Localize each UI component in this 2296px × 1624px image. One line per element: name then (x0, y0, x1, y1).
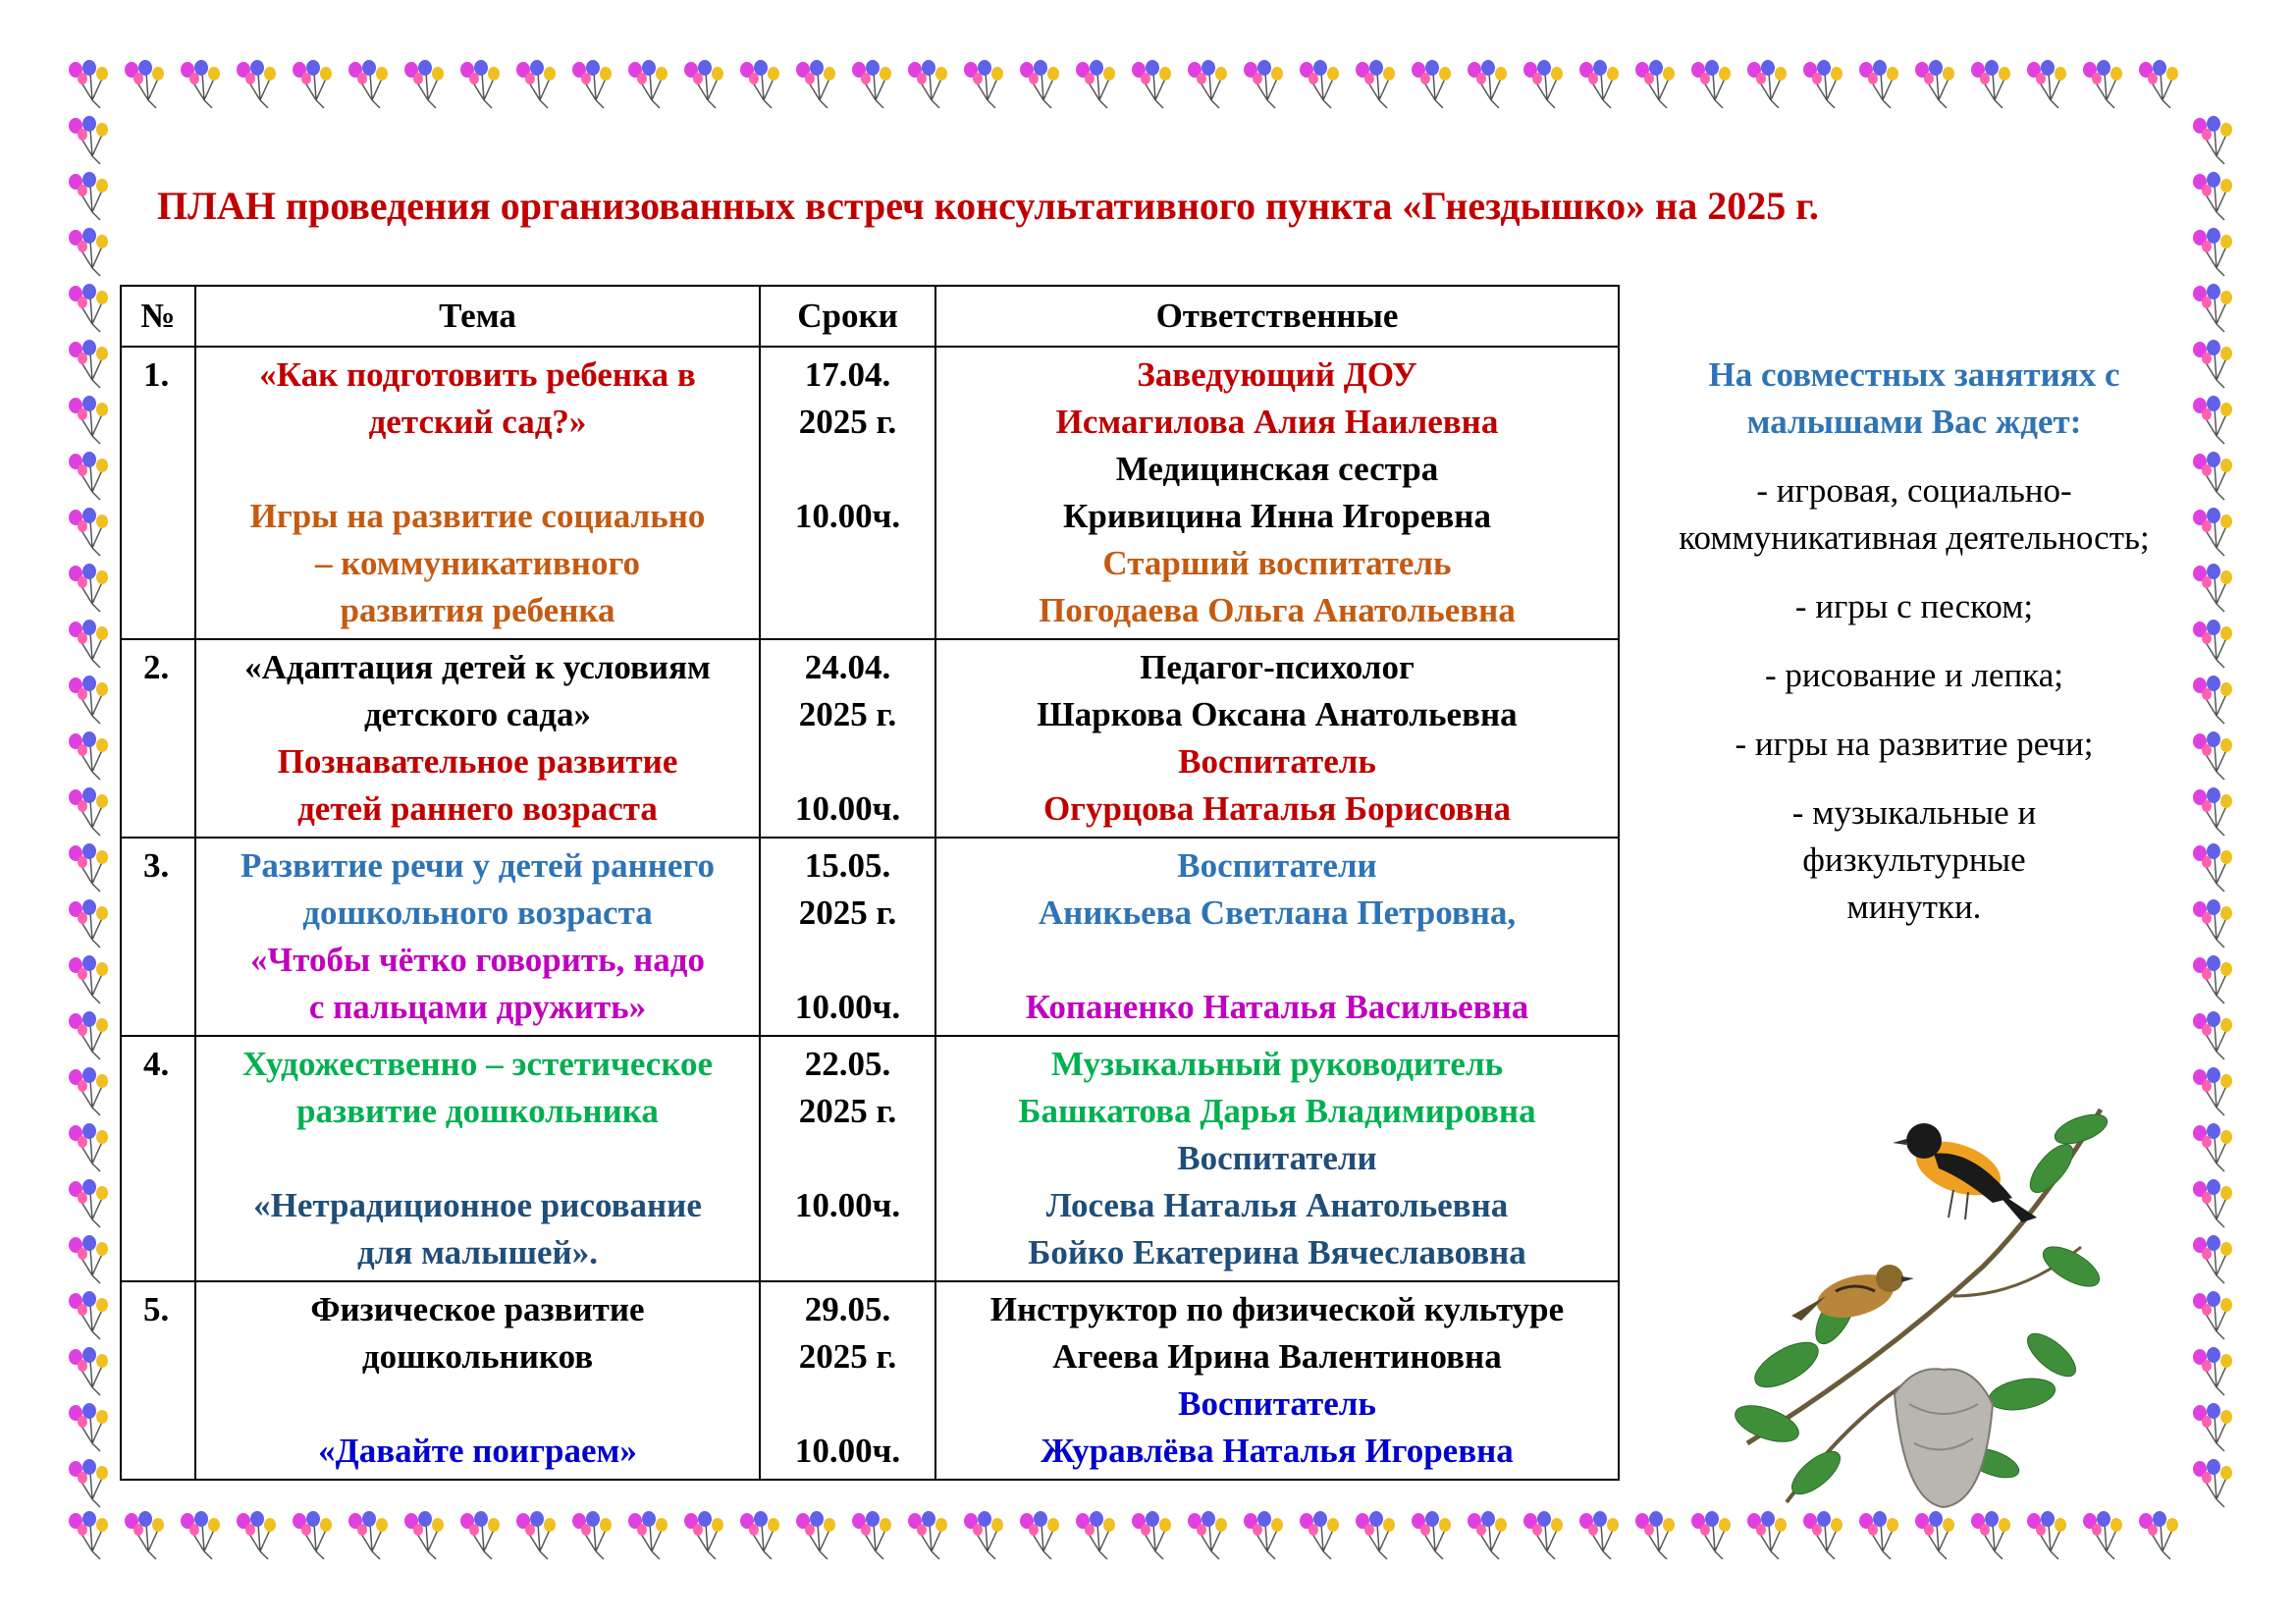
activities-panel (1629, 352, 2199, 952)
balloon-icon (69, 676, 108, 724)
responsible-cell (935, 838, 1619, 1036)
balloon-icon (2193, 564, 2232, 612)
topic-line: развитие дошкольника (296, 1092, 659, 1130)
balloon-icon (69, 452, 108, 500)
balloon-icon (1244, 1511, 1283, 1559)
date-cell (760, 347, 935, 639)
activity-item (1629, 467, 2199, 562)
activity-item (1629, 721, 2199, 768)
balloon-icon (1356, 1511, 1395, 1559)
responsible-line: Старший воспитатель (1102, 544, 1452, 582)
balloon-icon (2027, 60, 2066, 108)
responsible-line: Инструктор по физической культуре (989, 1290, 1565, 1328)
balloon-icon (2193, 1459, 2232, 1507)
topic-line: «Адаптация детей к условиям (244, 648, 711, 686)
table-header-row (121, 286, 1619, 347)
balloon-icon (460, 60, 500, 108)
topic-line (204, 1380, 751, 1428)
balloon-icon (1468, 1511, 1507, 1559)
balloon-icon (237, 60, 276, 108)
balloon-icon (2193, 284, 2232, 332)
balloon-icon (1412, 60, 1451, 108)
balloon-icon (1859, 1511, 1898, 1559)
date-line (769, 937, 927, 984)
balloon-icon (2193, 731, 2232, 780)
balloon-icon (460, 1511, 500, 1559)
topic-line: «Давайте поиграем» (318, 1432, 637, 1470)
balloon-icon (1915, 1511, 1954, 1559)
balloon-icon (2193, 1403, 2232, 1451)
topic-line: детский сад?» (368, 403, 587, 441)
balloon-icon (237, 1511, 276, 1559)
balloon-icon (1300, 60, 1339, 108)
balloon-icon (628, 1511, 667, 1559)
row-number: 2. (121, 639, 195, 838)
balloon-icon (572, 60, 612, 108)
balloon-icon (1971, 1511, 2010, 1559)
responsible-line: Журавлёва Наталья Игоревна (1041, 1432, 1514, 1470)
activity-item-line: минутки. (1846, 888, 1982, 926)
balloon-icon (908, 60, 947, 108)
balloon-icon (69, 731, 108, 780)
date-line (769, 1380, 927, 1428)
row-number: 4. (121, 1036, 195, 1281)
topic-line: с пальцами дружить» (308, 988, 647, 1026)
balloon-icon (2139, 60, 2178, 108)
balloon-icon (1691, 1511, 1731, 1559)
balloon-icon (1188, 1511, 1227, 1559)
balloon-icon (2193, 172, 2232, 220)
balloon-icon (1579, 1511, 1619, 1559)
date-line: 24.04. (804, 648, 891, 686)
balloon-icon (1020, 1511, 1059, 1559)
balloon-icon (348, 1511, 388, 1559)
activity-item-line: коммуникативная деятельность; (1679, 518, 2150, 557)
responsible-cell (935, 1036, 1619, 1281)
balloon-icon (1635, 1511, 1675, 1559)
topic-line (204, 1135, 751, 1182)
balloon-icon (1132, 1511, 1171, 1559)
topic-line: дошкольников (361, 1337, 594, 1376)
responsible-cell (935, 1281, 1619, 1480)
balloon-icon (1412, 1511, 1451, 1559)
balloon-icon (1076, 1511, 1115, 1559)
balloon-icon (2193, 676, 2232, 724)
topic-line: развития ребенка (340, 591, 615, 629)
balloon-icon (2083, 1511, 2122, 1559)
balloon-icon (1244, 60, 1283, 108)
date-line (769, 446, 927, 493)
balloon-icon (2139, 1511, 2178, 1559)
responsible-line: Музыкальный руководитель (1050, 1045, 1504, 1083)
balloon-icon (348, 60, 388, 108)
balloon-icon (1300, 1511, 1339, 1559)
topic-cell (195, 639, 760, 838)
activity-item-line: физкультурные (1802, 840, 2026, 879)
balloon-icon (796, 1511, 835, 1559)
balloon-icon (2193, 452, 2232, 500)
date-line: 2025 г. (798, 893, 897, 932)
balloon-icon (293, 1511, 332, 1559)
topic-line: Художественно – эстетическое (241, 1045, 714, 1083)
balloon-icon (2193, 1179, 2232, 1227)
balloon-icon (69, 1067, 108, 1115)
date-cell (760, 1281, 935, 1480)
activities-intro-line: малышами Вас ждет: (1746, 403, 2082, 441)
activity-item-line: - рисование и лепка; (1765, 656, 2063, 694)
balloon-icon (2193, 340, 2232, 388)
balloon-icon (628, 60, 667, 108)
balloon-icon (69, 899, 108, 947)
topic-cell (195, 1036, 760, 1281)
responsible-line: Воспитатели (1177, 846, 1377, 885)
responsible-cell (935, 347, 1619, 639)
balloon-icon (2193, 843, 2232, 892)
date-line: 10.00ч. (794, 1186, 901, 1224)
balloon-icon (1635, 60, 1675, 108)
topic-line (204, 446, 751, 493)
balloon-icon (69, 787, 108, 836)
balloon-icon (125, 60, 164, 108)
topic-line: детей раннего возраста (297, 789, 658, 828)
balloon-icon (1132, 60, 1171, 108)
bird-nest-illustration (1728, 1070, 2120, 1512)
balloon-icon (2193, 1291, 2232, 1339)
balloon-icon (2193, 787, 2232, 836)
activity-item-line: - игры с песком; (1794, 587, 2034, 625)
meetings-table (120, 285, 1620, 1481)
table-row (121, 639, 1619, 838)
date-cell (760, 639, 935, 838)
balloon-icon (684, 1511, 723, 1559)
balloon-icon (740, 60, 779, 108)
balloon-icon (181, 1511, 220, 1559)
balloon-icon (2193, 1123, 2232, 1171)
balloon-icon (684, 60, 723, 108)
row-number: 3. (121, 838, 195, 1036)
balloon-icon (908, 1511, 947, 1559)
date-line: 2025 г. (798, 403, 897, 441)
balloon-icon (69, 116, 108, 164)
balloon-icon (69, 396, 108, 444)
header-responsible: Ответственные (935, 286, 1619, 347)
balloon-icon (1747, 1511, 1787, 1559)
balloon-icon (69, 1403, 108, 1451)
balloon-icon (1971, 60, 2010, 108)
topic-line: детского сада» (363, 695, 592, 733)
balloon-icon (1020, 60, 1059, 108)
balloon-icon (69, 843, 108, 892)
balloon-icon (2193, 228, 2232, 276)
balloon-icon (2193, 1011, 2232, 1059)
responsible-line: Воспитатели (1177, 1139, 1377, 1177)
date-line: 10.00ч. (794, 988, 901, 1026)
balloon-icon (1803, 1511, 1842, 1559)
topic-line: «Как подготовить ребенка в (259, 355, 696, 394)
topic-line: дошкольного возраста (302, 893, 653, 932)
activity-item (1629, 789, 2199, 931)
balloon-icon (1356, 60, 1395, 108)
balloon-icon (516, 1511, 556, 1559)
balloon-icon (740, 1511, 779, 1559)
balloon-icon (69, 284, 108, 332)
topic-line: для малышей». (357, 1233, 598, 1272)
balloon-icon (69, 1291, 108, 1339)
header-topic: Тема (195, 286, 760, 347)
topic-cell (195, 1281, 760, 1480)
date-line: 22.05. (804, 1045, 891, 1083)
table-row (121, 347, 1619, 639)
balloon-icon (1076, 60, 1115, 108)
balloon-icon (69, 228, 108, 276)
date-line: 10.00ч. (794, 497, 901, 535)
responsible-line: Огурцова Наталья Борисовна (1042, 789, 1512, 828)
date-cell (760, 838, 935, 1036)
balloon-icon (2193, 1067, 2232, 1115)
date-line: 15.05. (804, 846, 891, 885)
balloon-icon (69, 172, 108, 220)
balloon-icon (1915, 60, 1954, 108)
balloon-icon (1188, 60, 1227, 108)
date-line: 17.04. (804, 355, 891, 394)
responsible-line: Медицинская сестра (1115, 450, 1439, 488)
activity-item-line: - музыкальные и (1791, 793, 2037, 832)
balloon-icon (293, 60, 332, 108)
topic-line: Игры на развитие социально (249, 497, 706, 535)
table-row (121, 838, 1619, 1036)
responsible-line: Бойко Екатерина Вячеславовна (1028, 1233, 1526, 1272)
topic-line: «Чтобы чётко говорить, надо (250, 941, 705, 979)
balloon-icon (69, 1179, 108, 1227)
header-number: № (121, 286, 195, 347)
balloon-icon (1468, 60, 1507, 108)
activity-item-line: - игры на развитие речи; (1735, 725, 2094, 763)
balloon-icon (69, 1123, 108, 1171)
date-line (769, 738, 927, 785)
responsible-cell (935, 639, 1619, 838)
responsible-line: Лосева Наталья Анатольевна (1045, 1186, 1509, 1224)
balloon-icon (69, 1459, 108, 1507)
balloon-icon (964, 1511, 1003, 1559)
balloon-icon (404, 60, 444, 108)
balloon-icon (69, 1347, 108, 1395)
date-line: 10.00ч. (794, 1432, 901, 1470)
topic-line: Познавательное развитие (277, 742, 678, 781)
topic-line: – коммуникативного (315, 544, 640, 582)
header-dates: Сроки (760, 286, 935, 347)
balloon-icon (2083, 60, 2122, 108)
activities-intro (1629, 352, 2199, 446)
responsible-line: Аникьева Светлана Петровна, (1038, 893, 1517, 932)
responsible-line: Заведующий ДОУ (1137, 355, 1417, 394)
responsible-line: Кривицина Инна Игоревна (1063, 497, 1491, 535)
responsible-line: Шаркова Оксана Анатольевна (1037, 695, 1518, 733)
topic-cell (195, 838, 760, 1036)
date-line (769, 1135, 927, 1182)
balloon-icon (1523, 1511, 1563, 1559)
balloon-icon (2193, 899, 2232, 947)
balloon-icon (1579, 60, 1619, 108)
topic-line: Физическое развитие (310, 1290, 645, 1328)
table-row (121, 1281, 1619, 1480)
date-line: 29.05. (804, 1290, 891, 1328)
balloon-icon (2193, 396, 2232, 444)
responsible-line (944, 937, 1610, 984)
balloon-icon (125, 1511, 164, 1559)
activity-item (1629, 583, 2199, 630)
row-number: 5. (121, 1281, 195, 1480)
balloon-icon (2193, 116, 2232, 164)
responsible-line: Воспитатель (1178, 1384, 1376, 1423)
topic-line: Развитие речи у детей раннего (240, 846, 715, 885)
balloon-icon (2193, 1235, 2232, 1283)
balloon-icon (69, 340, 108, 388)
balloon-icon (2193, 955, 2232, 1003)
responsible-line: Исмагилова Алия Наилевна (1055, 403, 1499, 441)
balloon-icon (572, 1511, 612, 1559)
topic-cell (195, 347, 760, 639)
balloon-icon (69, 955, 108, 1003)
balloon-icon (1523, 60, 1563, 108)
responsible-line: Воспитатель (1178, 742, 1376, 781)
responsible-line: Агеева Ирина Валентиновна (1052, 1337, 1502, 1376)
balloon-icon (964, 60, 1003, 108)
balloon-icon (2193, 508, 2232, 556)
balloon-icon (1859, 60, 1898, 108)
balloon-icon (69, 508, 108, 556)
balloon-icon (404, 1511, 444, 1559)
balloon-icon (181, 60, 220, 108)
date-line: 2025 г. (798, 1092, 897, 1130)
date-line: 2025 г. (798, 1337, 897, 1376)
responsible-line: Башкатова Дарья Владимировна (1018, 1092, 1536, 1130)
activity-item-line: - игровая, социально- (1756, 471, 2072, 510)
balloon-icon (69, 1511, 108, 1559)
balloon-icon (2193, 620, 2232, 668)
balloon-icon (1803, 60, 1842, 108)
balloon-icon (69, 620, 108, 668)
topic-line: «Нетрадиционное рисование (253, 1186, 702, 1224)
date-cell (760, 1036, 935, 1281)
balloon-icon (69, 60, 108, 108)
date-line: 10.00ч. (794, 789, 901, 828)
balloon-icon (852, 60, 891, 108)
table-row (121, 1036, 1619, 1281)
responsible-line: Погодаева Ольга Анатольевна (1039, 591, 1516, 629)
balloon-icon (516, 60, 556, 108)
activity-item (1629, 652, 2199, 699)
responsible-line: Копаненко Наталья Васильевна (1025, 988, 1529, 1026)
balloon-icon (69, 564, 108, 612)
balloon-icon (69, 1235, 108, 1283)
page-title: ПЛАН проведения организованных встреч консультативного пункта «Гнездышко» на 2025 г. (157, 184, 1819, 228)
balloon-icon (2193, 1347, 2232, 1395)
activities-intro-line: На совместных занятиях с (1708, 355, 2120, 394)
balloon-icon (796, 60, 835, 108)
balloon-icon (1747, 60, 1787, 108)
balloon-icon (852, 1511, 891, 1559)
row-number: 1. (121, 347, 195, 639)
balloon-icon (1691, 60, 1731, 108)
responsible-line: Педагог-психолог (1140, 648, 1415, 686)
date-line: 2025 г. (798, 695, 897, 733)
balloon-icon (69, 1011, 108, 1059)
balloon-icon (2027, 1511, 2066, 1559)
